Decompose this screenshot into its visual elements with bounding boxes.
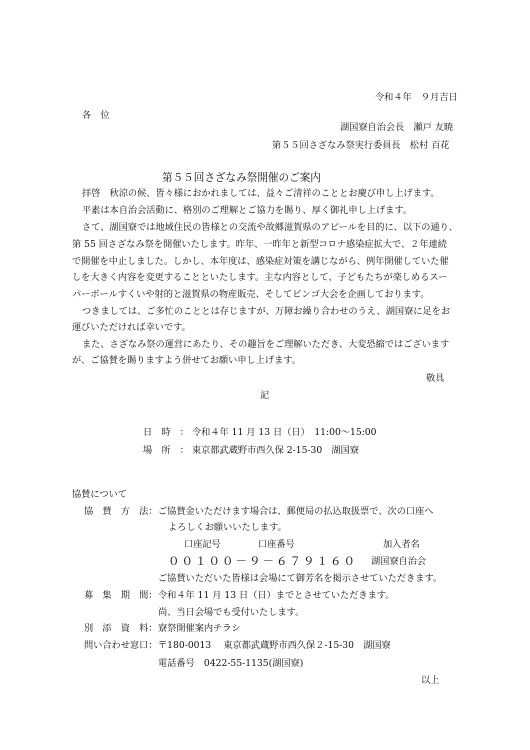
account-holder: 湖国寮自治会 [371, 556, 427, 567]
contact-address: 〒180-0013 東京都武蔵野市西久保２-15-30 湖国寮 [158, 640, 391, 651]
body-line: で開催を中止しました。しかし、本年度は、感染症対策を講じながら、例年開催していた催 [72, 256, 449, 267]
body-line: が、ご協賛を賜りますよう併せてお願い申し上げます。 [72, 355, 301, 366]
sender-committee: 第５５回さざなみ祭実行委員長 松村 百花 [272, 140, 450, 151]
period-label: 募 集 期 間： [84, 590, 158, 601]
attachment-label: 別 添 資 料： [84, 623, 158, 634]
addressee: 各 位 [82, 110, 110, 121]
contact-label: 問い合わせ窓口： [84, 640, 158, 651]
sponsor-heading: 協賛について [72, 489, 127, 500]
method-label: 協 賛 方 法： [84, 506, 158, 517]
body-line: さて、湖国寮では地域住民の皆様との交流や故郷滋賀県のアピールを目的に、以下の通り、 [82, 222, 458, 233]
datetime-value: 令和４年 11 月 13 日（日） 11:00〜15:00 [192, 427, 377, 438]
body-line: 運びいただければ幸いです。 [72, 322, 191, 333]
body-line: 平素は本自治会活動に、格別のご理解とご協力を賜り、厚く御礼申し上げます。 [82, 205, 413, 216]
place-label: 場 所 ： [143, 445, 189, 456]
body-line: つきましては、ご多忙のこととは存じますが、万障お繰り合わせのうえ、湖国寮に足をお [82, 306, 451, 317]
body-line: 拝啓 秋涼の候、皆々様におかれましては、益々ご清祥のこととお慶び申し上げます。 [82, 188, 440, 199]
account-number: ００１００－９－６７９１６０ [168, 554, 357, 568]
closing-ijo: 以上 [421, 675, 440, 686]
sender-chairman: 湖国寮自治会長 瀬戸 友暁 [340, 122, 454, 133]
account-note: ご協賛いただいた皆様は会場にて御芳名を掲示させていただきます。 [158, 573, 443, 584]
body-line: 第 55 回さざなみ祭を開催いたします。昨年、一昨年と新型コロナ感染症拡大で、２年連続 [72, 239, 447, 250]
account-header-holder: 加入者名 [383, 539, 420, 550]
contact-phone: 電話番号 0422-55-1135(湖国寮) [158, 658, 304, 669]
period-text: 令和４年 11 月 13 日（日）までとさせていただきます。 [158, 590, 395, 601]
place-value: 東京都武蔵野市西久保 2-15-30 湖国寮 [192, 445, 359, 456]
body-line: また、さざなみ祭の運営にあたり、その趣旨をご理解いただき、大変恐縮ではございます [82, 339, 450, 350]
body-line: パーボールすくいや射的と滋賀県の物産販売、そしてビンゴ大会を企画しております。 [72, 289, 430, 300]
account-header-number: 口座番号 [258, 539, 295, 550]
body-line: しを大きく内容を変更することといたします。主な内容として、子どもたちが楽しめるスー [72, 272, 448, 283]
letter-date: 令和４年 ９月吉日 [375, 92, 458, 103]
closing-keigu: 敬具 [426, 373, 445, 384]
period-text: 尚、当日会場でも受付いたします。 [158, 607, 305, 618]
method-text: ご協賛金いただけます場合は、郵便局の払込取扱票で、次の口座へ [158, 506, 434, 517]
account-header-symbol: 口座記号 [184, 539, 221, 550]
document-title: 第５５回さざなみ祭開催のご案内 [162, 172, 321, 184]
ki-heading: 記 [260, 390, 270, 401]
attachment-text: 寮祭開催案内チラシ [158, 623, 241, 634]
method-text: よろしくお願いいたします。 [168, 522, 287, 533]
datetime-label: 日 時 ： [143, 427, 189, 438]
